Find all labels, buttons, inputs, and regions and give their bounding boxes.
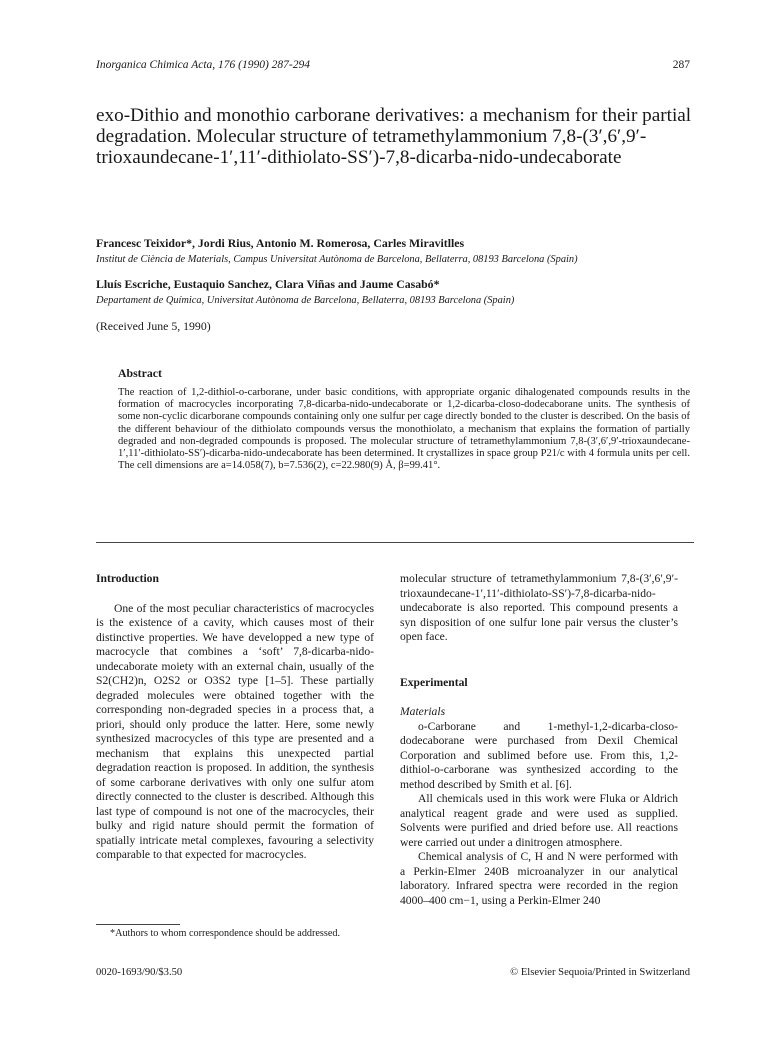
article-title: exo-Dithio and monothio carborane derivatives: a mechanism for their partial degradation. Molecular structure of tetramethylammonium 7,8-(3′,6′,9′-trioxaundecane-1′,11′-dithiolato-SS′)-7,8-dicarba-nido-undecaborate (96, 105, 692, 168)
introduction-heading: Introduction (96, 572, 159, 585)
publisher-notice: © Elsevier Sequoia/Printed in Switzerland (510, 967, 690, 978)
abstract-heading: Abstract (118, 366, 162, 380)
author-list-2: Lluís Escriche, Eustaquio Sanchez, Clara Viñas and Jaume Casabó* (96, 277, 440, 291)
materials-paragraph-1: o-Carborane and 1-methyl-1,2-dicarba-closo-dodecaborane were purchased from Dexil Chemical Corporation and sublimed before use. From this, 1,2-dithiol-o-carborane was synthesized according to the method described by Smith et al. [6]. (400, 719, 678, 791)
right-column (400, 572, 678, 908)
author-list-1: Francesc Teixidor*, Jordi Rius, Antonio M. Romerosa, Carles Miravitlles (96, 236, 465, 250)
experimental-heading: Experimental (400, 675, 468, 689)
left-column (96, 572, 374, 863)
affiliation-1: Institut de Ciència de Materials, Campus Universitat Autònoma de Barcelona, Bellaterra, 08193 Barcelona (Spain) (96, 254, 578, 265)
footnote-divider (96, 924, 180, 925)
correspondence-footnote: *Authors to whom correspondence should be addressed. (110, 928, 341, 939)
affiliation-2: Departament de Química, Universitat Autònoma de Barcelona, Bellaterra, 08193 Barcelona (Spain) (96, 295, 515, 306)
journal-citation: Inorganica Chimica Acta, 176 (1990) 287-294 (96, 59, 311, 71)
abstract-divider (96, 542, 694, 543)
page-number: 287 (672, 59, 690, 71)
issn-price: 0020-1693/90/$3.50 (96, 967, 183, 978)
received-date: (Received June 5, 1990) (96, 319, 211, 333)
materials-paragraph-2: All chemicals used in this work were Fluka or Aldrich analytical reagent grade and were used as supplied. Solvents were purified and dried before use. All reactions were carried out under a dinitrogen atmosphere. (400, 792, 678, 849)
introduction-continued: molecular structure of tetramethylammonium 7,8-(3′,6′,9′-trioxaundecane-1′,11′-dithiolato-SS′)-7,8-dicarba-nido-undecaborate is also reported. This compound presents a syn disposition of one sulfur lone pair versus the cluster’s open face. (400, 572, 678, 643)
materials-subheading: Materials (400, 705, 446, 718)
introduction-paragraph: One of the most peculiar characteristics of macrocycles is the existence of a cavity, which causes most of their distinctive properties. We have developped a new type of macrocycle that combines a ‘soft’ 7,8-dicarba-nido-undecaborate moiety with an external chain, usually of the S2(CH2)n, O2S2 or O3S2 type [1–5]. These partially degraded molecules were obtained together with the corresponding non-degraded species in a process that, a priori, should only produce the latter. Here, some newly synthesized macrocycles of this type are presented and a mechanism that explains this unexpected partial degradation reaction is proposed. In addition, the synthesis of some carborane derivatives with only one sulfur atom directly connected to the cluster is described. Although this last type of compound is not one of the macrocycles, their bulky and rigid nature should permit the formation of spatially intricate metal complexes, favouring a selectivity comparable to that expected for macrocycles. (96, 601, 374, 861)
abstract-text: The reaction of 1,2-dithiol-o-carborane, under basic conditions, with appropriate organic dihalogenated compounds results in the formation of macrocycles incorporating 7,8-dicarba-nido-undecaborate or 1,2-dicarba-closo-dodecaborane units. The synthesis of some non-cyclic dicarborane compounds containing only one sulfur per cage directly bonded to the cluster is described. On the basis of the different behaviour of the dithiolato compounds versus the monothiolato, a mechanism that explains the formation of partially degraded and non-degraded compounds is proposed. The molecular structure of tetramethylammonium 7,8-(3′,6′,9′-trioxaundecane-1′,11′-dithiolato-SS′)-dicarba-nido-undecaborate has been determined. It crystallizes in space group P21/c with 4 formula units per cell. The cell dimensions are a=14.058(7), b=7.536(2), c=22.980(9) Å, β=99.41°. (118, 387, 690, 472)
materials-paragraph-3: Chemical analysis of C, H and N were performed with a Perkin-Elmer 240B microanalyzer in our analytical laboratory. Infrared spectra were recorded in the region 4000–400 cm−1, using a Perkin-Elmer 240 (400, 850, 678, 907)
